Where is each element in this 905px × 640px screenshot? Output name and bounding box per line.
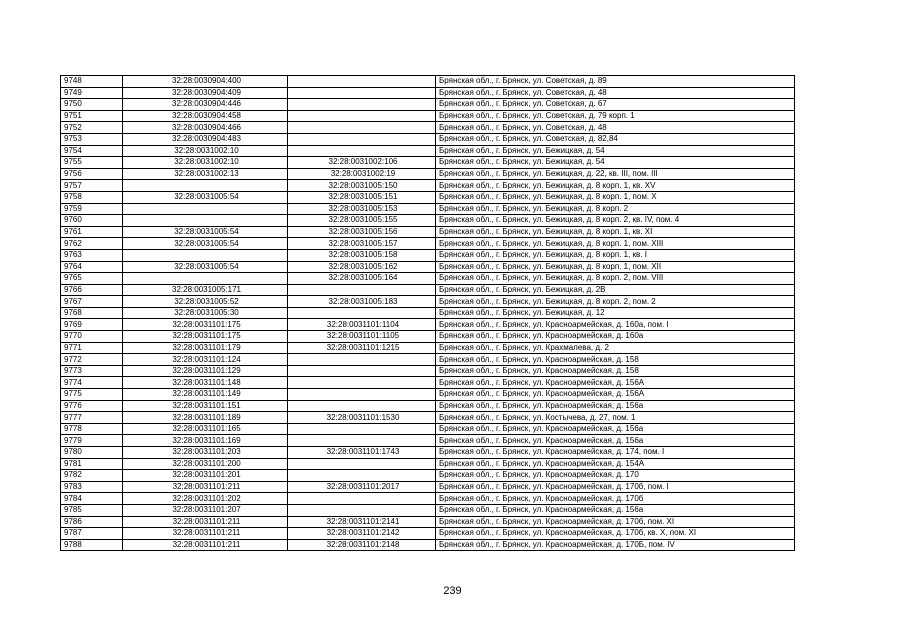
table-row: [61, 400, 795, 412]
cadastral-number-cell: 32:28:0031002:13: [123, 168, 288, 180]
table-row: [61, 145, 795, 157]
table-row: [61, 76, 795, 88]
row-number-cell: 9750: [61, 99, 123, 111]
object-cadastral-number-cell: [288, 423, 436, 435]
object-cadastral-number-cell: 32:28:0031101:1104: [288, 319, 436, 331]
row-number-cell: 9777: [61, 412, 123, 424]
cadastral-number-cell: 32:28:0031101:211: [123, 516, 288, 528]
table-row: [61, 110, 795, 122]
address-cell: Брянская обл., г. Брянск, ул. Советская, д. 79 корп. 1: [436, 110, 795, 122]
cadastral-number-cell: 32:28:0031005:54: [123, 226, 288, 238]
row-number-cell: 9762: [61, 238, 123, 250]
cadastral-number-cell: 32:28:0031101:148: [123, 377, 288, 389]
address-cell: Брянская обл., г. Брянск, ул. Бежицкая, д. 8 корп. 1, кв. I: [436, 249, 795, 261]
address-cell: Брянская обл., г. Брянск, ул. Бежицкая, д. 8 корп. 2, кв. IV, пом. 4: [436, 215, 795, 227]
object-cadastral-number-cell: 32:28:0031101:2142: [288, 528, 436, 540]
table-row: [61, 203, 795, 215]
object-cadastral-number-cell: 32:28:0031101:2148: [288, 539, 436, 551]
row-number-cell: 9758: [61, 191, 123, 203]
row-number-cell: 9757: [61, 180, 123, 192]
row-number-cell: 9785: [61, 504, 123, 516]
cadastral-number-cell: 32:28:0031005:54: [123, 191, 288, 203]
cadastral-number-cell: 32:28:0030904:409: [123, 87, 288, 99]
address-cell: Брянская обл., г. Брянск, ул. Красноармейская, д. 156а: [436, 435, 795, 447]
row-number-cell: 9786: [61, 516, 123, 528]
row-number-cell: 9759: [61, 203, 123, 215]
row-number-cell: 9767: [61, 296, 123, 308]
cadastral-number-cell: 32:28:0031005:30: [123, 307, 288, 319]
row-number-cell: 9766: [61, 284, 123, 296]
table-row: [61, 412, 795, 424]
cadastral-number-cell: 32:28:0031005:54: [123, 261, 288, 273]
cadastral-number-cell: [123, 203, 288, 215]
cadastral-number-cell: [123, 215, 288, 227]
table-row: [61, 423, 795, 435]
object-cadastral-number-cell: 32:28:0031101:1215: [288, 342, 436, 354]
table-row: [61, 168, 795, 180]
table-row: [61, 365, 795, 377]
cadastral-number-cell: 32:28:0031101:211: [123, 528, 288, 540]
row-number-cell: 9784: [61, 493, 123, 505]
cadastral-number-cell: 32:28:0031101:200: [123, 458, 288, 470]
address-cell: Брянская обл., г. Брянск, ул. Красноармейская, д. 156а: [436, 504, 795, 516]
cadastral-number-cell: [123, 180, 288, 192]
row-number-cell: 9769: [61, 319, 123, 331]
table-row: [61, 157, 795, 169]
row-number-cell: 9776: [61, 400, 123, 412]
object-cadastral-number-cell: 32:28:0031002:19: [288, 168, 436, 180]
row-number-cell: 9752: [61, 122, 123, 134]
object-cadastral-number-cell: 32:28:0031002:106: [288, 157, 436, 169]
cadastral-number-cell: 32:28:0031002:10: [123, 145, 288, 157]
address-cell: Брянская обл., г. Брянск, ул. Красноармейская, д. 160а, пом. I: [436, 319, 795, 331]
object-cadastral-number-cell: 32:28:0031005:183: [288, 296, 436, 308]
row-number-cell: 9775: [61, 389, 123, 401]
address-cell: Брянская обл., г. Брянск, ул. Бежицкая, д. 8 корп. 1, пом. XIII: [436, 238, 795, 250]
cadastral-number-cell: 32:28:0031101:124: [123, 354, 288, 366]
address-cell: Брянская обл., г. Брянск, ул. Советская, д. 48: [436, 122, 795, 134]
address-cell: Брянская обл., г. Брянск, ул. Бежицкая, д. 8 корп. 1, кв. XI: [436, 226, 795, 238]
cadastral-number-cell: 32:28:0031101:149: [123, 389, 288, 401]
table-row: [61, 539, 795, 551]
cadastral-number-cell: [123, 249, 288, 261]
cadastral-number-cell: 32:28:0031101:169: [123, 435, 288, 447]
object-cadastral-number-cell: [288, 110, 436, 122]
address-cell: Брянская обл., г. Брянск, ул. Бежицкая, д. 22, кв. III, пом. III: [436, 168, 795, 180]
address-cell: Брянская обл., г. Брянск, ул. Красноармейская, д. 170Б, пом. IV: [436, 539, 795, 551]
table-row: [61, 307, 795, 319]
row-number-cell: 9782: [61, 470, 123, 482]
object-cadastral-number-cell: [288, 365, 436, 377]
cadastral-number-cell: 32:28:0031101:211: [123, 481, 288, 493]
row-number-cell: 9788: [61, 539, 123, 551]
row-number-cell: 9765: [61, 273, 123, 285]
table-row: [61, 458, 795, 470]
address-cell: Брянская обл., г. Брянск, ул. Бежицкая, д. 54: [436, 145, 795, 157]
address-cell: Брянская обл., г. Брянск, ул. Красноармейская, д. 158: [436, 354, 795, 366]
row-number-cell: 9779: [61, 435, 123, 447]
cadastral-number-cell: 32:28:0030904:400: [123, 76, 288, 88]
table-row: [61, 99, 795, 111]
address-cell: Брянская обл., г. Брянск, ул. Бежицкая, д. 54: [436, 157, 795, 169]
row-number-cell: 9751: [61, 110, 123, 122]
row-number-cell: 9763: [61, 249, 123, 261]
cadastral-number-cell: 32:28:0031005:54: [123, 238, 288, 250]
cadastral-number-cell: 32:28:0031101:129: [123, 365, 288, 377]
address-cell: Брянская обл., г. Брянск, ул. Бежицкая, д. 8 корп. 2: [436, 203, 795, 215]
table-row: [61, 215, 795, 227]
address-cell: Брянская обл., г. Брянск, ул. Бежицкая, д. 8 корп. 1, пом. XII: [436, 261, 795, 273]
object-cadastral-number-cell: 32:28:0031005:162: [288, 261, 436, 273]
table-row: [61, 389, 795, 401]
cadastral-number-cell: 32:28:0031101:165: [123, 423, 288, 435]
object-cadastral-number-cell: [288, 435, 436, 447]
cadastral-number-cell: 32:28:0030904:446: [123, 99, 288, 111]
row-number-cell: 9754: [61, 145, 123, 157]
cadastral-number-cell: 32:28:0031101:179: [123, 342, 288, 354]
address-cell: Брянская обл., г. Брянск, ул. Бежицкая, д. 2В: [436, 284, 795, 296]
object-cadastral-number-cell: [288, 400, 436, 412]
address-cell: Брянская обл., г. Брянск, ул. Красноармейская, д. 170б: [436, 493, 795, 505]
row-number-cell: 9783: [61, 481, 123, 493]
object-cadastral-number-cell: 32:28:0031005:157: [288, 238, 436, 250]
row-number-cell: 9764: [61, 261, 123, 273]
object-cadastral-number-cell: 32:28:0031005:158: [288, 249, 436, 261]
object-cadastral-number-cell: 32:28:0031101:1530: [288, 412, 436, 424]
object-cadastral-number-cell: 32:28:0031101:1105: [288, 331, 436, 343]
table-row: [61, 447, 795, 459]
object-cadastral-number-cell: [288, 76, 436, 88]
table-row: [61, 180, 795, 192]
address-cell: Брянская обл., г. Брянск, ул. Советская, д. 67: [436, 99, 795, 111]
table-row: [61, 87, 795, 99]
cadastral-number-cell: 32:28:0031101:175: [123, 331, 288, 343]
page-number: 239: [443, 585, 462, 597]
address-cell: Брянская обл., г. Брянск, ул. Красноармейская, д. 156А: [436, 377, 795, 389]
object-cadastral-number-cell: [288, 470, 436, 482]
address-cell: Брянская обл., г. Брянск, ул. Красноармейская, д. 156А: [436, 389, 795, 401]
address-cell: Брянская обл., г. Брянск, ул. Красноармейская, д. 174, пом. I: [436, 447, 795, 459]
registry-table: [60, 75, 795, 551]
row-number-cell: 9753: [61, 133, 123, 145]
table-row: [61, 122, 795, 134]
cadastral-number-cell: 32:28:0031101:202: [123, 493, 288, 505]
table-row: [61, 226, 795, 238]
cadastral-number-cell: 32:28:0031005:171: [123, 284, 288, 296]
cadastral-number-cell: 32:28:0031101:189: [123, 412, 288, 424]
object-cadastral-number-cell: 32:28:0031005:151: [288, 191, 436, 203]
address-cell: Брянская обл., г. Брянск, ул. Красноармейская, д. 158: [436, 365, 795, 377]
address-cell: Брянская обл., г. Брянск, ул. Красноармейская, д. 156а: [436, 423, 795, 435]
table-row: [61, 528, 795, 540]
row-number-cell: 9778: [61, 423, 123, 435]
cadastral-number-cell: 32:28:0031101:211: [123, 539, 288, 551]
cadastral-number-cell: [123, 273, 288, 285]
row-number-cell: 9772: [61, 354, 123, 366]
row-number-cell: 9749: [61, 87, 123, 99]
cadastral-number-cell: 32:28:0030904:466: [123, 122, 288, 134]
address-cell: Брянская обл., г. Брянск, ул. Красноармейская, д. 156а: [436, 400, 795, 412]
object-cadastral-number-cell: 32:28:0031005:156: [288, 226, 436, 238]
row-number-cell: 9774: [61, 377, 123, 389]
object-cadastral-number-cell: [288, 87, 436, 99]
table-row: [61, 319, 795, 331]
address-cell: Брянская обл., г. Брянск, ул. Красноармейская, д. 154А: [436, 458, 795, 470]
address-cell: Брянская обл., г. Брянск, ул. Красноармейская, д. 170б, пом. XI: [436, 516, 795, 528]
cadastral-number-cell: 32:28:0030904:483: [123, 133, 288, 145]
address-cell: Брянская обл., г. Брянск, ул. Бежицкая, д. 8 корп. 1, кв. XV: [436, 180, 795, 192]
object-cadastral-number-cell: [288, 133, 436, 145]
table-row: [61, 249, 795, 261]
cadastral-number-cell: 32:28:0030904:458: [123, 110, 288, 122]
table-row: [61, 238, 795, 250]
row-number-cell: 9771: [61, 342, 123, 354]
table-row: [61, 435, 795, 447]
object-cadastral-number-cell: 32:28:0031005:155: [288, 215, 436, 227]
table-row: [61, 493, 795, 505]
object-cadastral-number-cell: [288, 493, 436, 505]
object-cadastral-number-cell: 32:28:0031005:164: [288, 273, 436, 285]
row-number-cell: 9781: [61, 458, 123, 470]
table-row: [61, 342, 795, 354]
object-cadastral-number-cell: [288, 458, 436, 470]
row-number-cell: 9787: [61, 528, 123, 540]
address-cell: Брянская обл., г. Брянск, ул. Красноармейская, д. 170б, кв. X, пом. XI: [436, 528, 795, 540]
row-number-cell: 9755: [61, 157, 123, 169]
cadastral-number-cell: 32:28:0031101:175: [123, 319, 288, 331]
address-cell: Брянская обл., г. Брянск, ул. Красноармейская, д. 170: [436, 470, 795, 482]
address-cell: Брянская обл., г. Брянск, ул. Красноармейская, д. 170б, пом. I: [436, 481, 795, 493]
address-cell: Брянская обл., г. Брянск, ул. Бежицкая, д. 8 корп. 1, пом. X: [436, 191, 795, 203]
object-cadastral-number-cell: 32:28:0031101:1743: [288, 447, 436, 459]
row-number-cell: 9773: [61, 365, 123, 377]
row-number-cell: 9768: [61, 307, 123, 319]
object-cadastral-number-cell: [288, 377, 436, 389]
object-cadastral-number-cell: [288, 145, 436, 157]
table-row: [61, 354, 795, 366]
row-number-cell: 9756: [61, 168, 123, 180]
address-cell: Брянская обл., г. Брянск, ул. Бежицкая, д. 8 корп. 2, пом. VIII: [436, 273, 795, 285]
table-row: [61, 331, 795, 343]
address-cell: Брянская обл., г. Брянск, ул. Крахмалева, д. 2: [436, 342, 795, 354]
object-cadastral-number-cell: 32:28:0031101:2017: [288, 481, 436, 493]
object-cadastral-number-cell: [288, 307, 436, 319]
row-number-cell: 9761: [61, 226, 123, 238]
table-row: [61, 504, 795, 516]
object-cadastral-number-cell: [288, 389, 436, 401]
object-cadastral-number-cell: 32:28:0031101:2141: [288, 516, 436, 528]
object-cadastral-number-cell: [288, 99, 436, 111]
cadastral-number-cell: 32:28:0031101:207: [123, 504, 288, 516]
address-cell: Брянская обл., г. Брянск, ул. Бежицкая, д. 8 корп. 2, пом. 2: [436, 296, 795, 308]
address-cell: Брянская обл., г. Брянск, ул. Советская, д. 48: [436, 87, 795, 99]
table-row: [61, 470, 795, 482]
table-row: [61, 296, 795, 308]
row-number-cell: 9760: [61, 215, 123, 227]
row-number-cell: 9748: [61, 76, 123, 88]
address-cell: Брянская обл., г. Брянск, ул. Бежицкая, д. 12: [436, 307, 795, 319]
cadastral-number-cell: 32:28:0031005:52: [123, 296, 288, 308]
object-cadastral-number-cell: 32:28:0031005:150: [288, 180, 436, 192]
row-number-cell: 9780: [61, 447, 123, 459]
table-row: [61, 261, 795, 273]
address-cell: Брянская обл., г. Брянск, ул. Красноармейская, д. 160а: [436, 331, 795, 343]
table-row: [61, 481, 795, 493]
object-cadastral-number-cell: [288, 122, 436, 134]
address-cell: Брянская обл., г. Брянск, ул. Костычева, д. 27, пом. 1: [436, 412, 795, 424]
address-cell: Брянская обл., г. Брянск, ул. Советская, д. 89: [436, 76, 795, 88]
object-cadastral-number-cell: 32:28:0031005:153: [288, 203, 436, 215]
table-row: [61, 133, 795, 145]
table-row: [61, 191, 795, 203]
row-number-cell: 9770: [61, 331, 123, 343]
cadastral-number-cell: 32:28:0031101:203: [123, 447, 288, 459]
object-cadastral-number-cell: [288, 284, 436, 296]
object-cadastral-number-cell: [288, 354, 436, 366]
table-row: [61, 516, 795, 528]
table-row: [61, 273, 795, 285]
address-cell: Брянская обл., г. Брянск, ул. Советская, д. 82,84: [436, 133, 795, 145]
cadastral-number-cell: 32:28:0031101:201: [123, 470, 288, 482]
registry-table-body: [61, 76, 795, 551]
object-cadastral-number-cell: [288, 504, 436, 516]
cadastral-number-cell: 32:28:0031101:151: [123, 400, 288, 412]
table-row: [61, 377, 795, 389]
cadastral-number-cell: 32:28:0031002:10: [123, 157, 288, 169]
table-row: [61, 284, 795, 296]
